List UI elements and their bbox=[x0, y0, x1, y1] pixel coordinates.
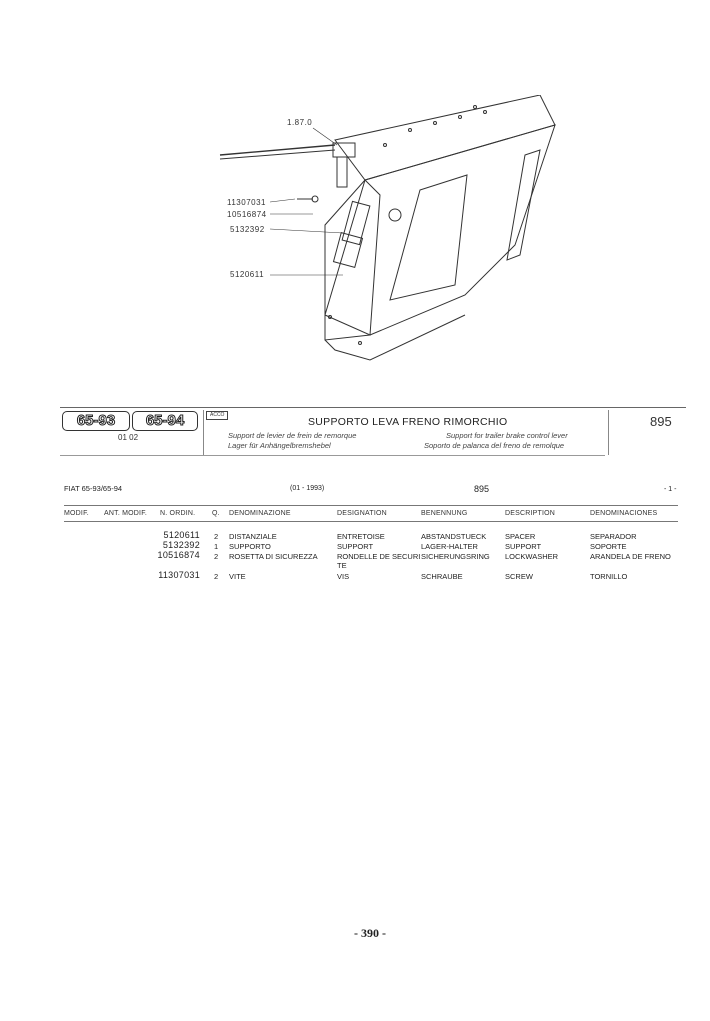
tag-box: ACCO bbox=[206, 411, 228, 420]
part-it: SUPPORTO bbox=[229, 542, 271, 551]
part-it: ROSETTA DI SICUREZZA bbox=[229, 552, 318, 561]
section-title: SUPPORTO LEVA FRENO RIMORCHIO bbox=[308, 416, 508, 428]
model-badge-1: 65-93 bbox=[62, 411, 130, 431]
subtitle-en: Support for trailer brake control lever bbox=[446, 431, 568, 440]
bracket-body bbox=[325, 125, 555, 340]
brake-lever bbox=[220, 145, 335, 155]
page-number: - 390 - bbox=[354, 926, 386, 940]
part-es: SOPORTE bbox=[590, 542, 627, 551]
part-de: LAGER-HALTER bbox=[421, 542, 478, 551]
header-bottom-rule bbox=[60, 455, 605, 456]
bracket-slot bbox=[507, 150, 540, 260]
col-benennung: BENENNUNG bbox=[421, 510, 468, 517]
part-es: TORNILLO bbox=[590, 572, 628, 581]
callout-spacer: 5120611 bbox=[230, 270, 265, 279]
part-code: 10516874 bbox=[157, 550, 200, 560]
bracket-hole bbox=[389, 209, 401, 221]
meta-section: 895 bbox=[474, 484, 490, 494]
subtitle-es: Soporto de palanca del freno de remolque bbox=[424, 441, 565, 450]
col-modif: MODIF. bbox=[64, 510, 89, 517]
col-denominazione: DENOMINAZIONE bbox=[229, 510, 291, 517]
part-es: SEPARADOR bbox=[590, 532, 637, 541]
part-en: SCREW bbox=[505, 572, 533, 581]
bracket-top-plate bbox=[335, 95, 555, 180]
callout-lockwasher: 10516874 bbox=[227, 210, 267, 219]
date-code: 01 02 bbox=[118, 433, 139, 442]
lever-pivot bbox=[333, 143, 355, 157]
col-n-ordin: N. ORDIN. bbox=[160, 510, 196, 517]
callout-lever: 1.87.0 bbox=[287, 118, 313, 127]
model-line: FIAT 65-93/65-94 bbox=[64, 484, 123, 493]
col-description: DESCRIPTION bbox=[505, 510, 556, 517]
subtitle-de: Lager für Anhängelbremshebel bbox=[228, 441, 331, 450]
parts-diagram bbox=[215, 95, 575, 375]
section-number: 895 bbox=[650, 414, 672, 429]
part-de: SCHRAUBE bbox=[421, 572, 463, 581]
part-en: SPACER bbox=[505, 532, 536, 541]
part-de: SICHERUNGSRING bbox=[421, 552, 490, 561]
part-qty: 1 bbox=[214, 542, 219, 551]
col-designation: DESIGNATION bbox=[337, 510, 387, 517]
header-top-rule bbox=[60, 407, 686, 408]
callout-support: 5132392 bbox=[230, 225, 265, 234]
part-en: LOCKWASHER bbox=[505, 552, 559, 561]
part-qty: 2 bbox=[214, 572, 219, 581]
spacer-upper bbox=[342, 201, 370, 244]
page-ref: - 1 - bbox=[664, 486, 677, 493]
part-en: SUPPORT bbox=[505, 542, 542, 551]
part-qty: 2 bbox=[214, 532, 219, 541]
part-es: ARANDELA DE FRENO bbox=[590, 552, 671, 561]
part-it: DISTANZIALE bbox=[229, 532, 277, 541]
part-it: VITE bbox=[229, 572, 246, 581]
callout-screw: 11307031 bbox=[227, 198, 266, 207]
col-ant-modif: ANT. MODIF. bbox=[104, 510, 148, 517]
col-qty: Q. bbox=[212, 510, 220, 517]
part-fr: SUPPORT bbox=[337, 542, 374, 551]
part-fr: RONDELLE DE SECURI bbox=[337, 552, 421, 561]
model-badge-2: 65-94 bbox=[132, 411, 198, 431]
col-denominaciones: DENOMINACIONES bbox=[590, 510, 658, 517]
part-fr: ENTRETOISE bbox=[337, 532, 385, 541]
part-fr: VIS bbox=[337, 572, 350, 581]
subtitle-fr: Support de levier de frein de remorque bbox=[228, 431, 357, 440]
part-fr-cont: TE bbox=[337, 561, 347, 570]
part-qty: 2 bbox=[214, 552, 219, 561]
part-code: 11307031 bbox=[158, 570, 200, 580]
part-de: ABSTANDSTUECK bbox=[421, 532, 487, 541]
bracket-window bbox=[390, 175, 467, 300]
date-range: (01 - 1993) bbox=[290, 485, 325, 492]
part-code: 5132392 bbox=[162, 540, 200, 550]
part-code: 5120611 bbox=[163, 530, 200, 540]
